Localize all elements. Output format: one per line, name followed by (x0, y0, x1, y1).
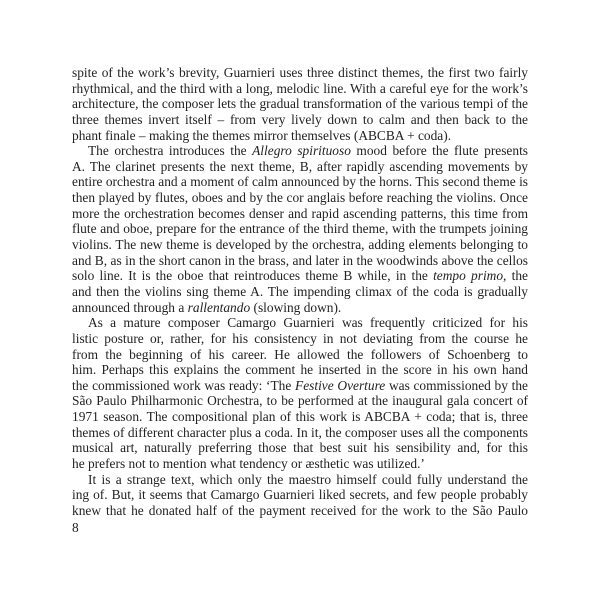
text-run: from the beginning of his career. He allowed the followers of Schoenberg to (72, 346, 528, 362)
text-run: spite of the work’s brevity, Guarnieri uses three distinct themes, the first two fairly (72, 65, 528, 80)
text-run: and B, as in the short canon in the brass, and later in the woodwinds above the cellos (72, 252, 528, 268)
text-line (72, 65, 528, 81)
text-run: As a mature composer Camargo Guarnieri was frequently criticized for his (88, 315, 528, 331)
paragraph (72, 143, 528, 315)
text-run: phant finale – making the themes mirror themselves (ABCBA + coda). (72, 127, 452, 143)
text-line (72, 440, 528, 456)
text-run: ing of. But, it seems that Camargo Guarnieri liked secrets, and few people probably (72, 487, 528, 503)
text-line (72, 503, 528, 519)
text-line (72, 159, 528, 175)
text-run: he prefers not to mention what tendency or æsthetic was utilized.’ (72, 456, 425, 472)
italic-text: Festive Overture (295, 377, 386, 393)
italic-text: Allegro spirituoso (252, 143, 351, 159)
text-line (72, 206, 528, 222)
text-run: knew that he donated half of the payment received for the work to the São Paulo (72, 502, 528, 518)
paragraph (72, 65, 528, 143)
text-run: flute and oboe, prepare for the entrance of the third theme, with the trumpets joining (72, 221, 528, 237)
text-line (72, 81, 528, 97)
italic-text: rallentando (187, 299, 251, 315)
text-line (72, 174, 528, 190)
document-body (72, 65, 528, 519)
text-line (72, 221, 528, 237)
text-line (72, 347, 528, 363)
text-run: violins. The new theme is developed by the orchestra, adding elements belonging to (72, 237, 528, 253)
text-run: themes of different character plus a coda. In it, the composer uses all the components (72, 424, 528, 440)
text-run: , the (503, 268, 528, 284)
text-run: (slowing down). (250, 299, 342, 315)
text-line (72, 253, 528, 269)
text-run: mood before the flute presents (356, 143, 528, 159)
text-line (72, 425, 528, 441)
text-line (72, 300, 528, 316)
text-run: three themes invert itself – from very lively down to calm and then back to the (72, 111, 528, 127)
text-run: and then the violins sing theme A. The impending climax of the coda is gradually (72, 283, 528, 299)
text-line (72, 128, 528, 144)
text-run: announced through a (72, 299, 188, 315)
text-run: The orchestra introduces the (88, 143, 253, 159)
text-line (72, 409, 528, 425)
text-line (72, 393, 528, 409)
paragraph (72, 472, 528, 519)
text-line (72, 190, 528, 206)
text-run: entire orchestra and a moment of calm announced by the horns. This second theme is (72, 174, 528, 190)
text-line (72, 378, 528, 394)
text-line (72, 487, 528, 503)
page-number: 8 (72, 520, 79, 535)
text-line (72, 284, 528, 300)
text-line (72, 112, 528, 128)
text-line (72, 331, 528, 347)
text-run: musical art, naturally preferring those that best suit his sensibility and, for this (72, 440, 528, 456)
text-line (72, 472, 528, 488)
text-run: architecture, the composer lets the gradual transformation of the various tempi of the (72, 96, 528, 112)
text-run: rhythmical, and the third with a long, melodic line. With a careful eye for the work’s (72, 80, 528, 96)
text-run: then played by flutes, oboes and by the cor anglais before reaching the violins. Once (72, 190, 528, 206)
text-run: more the orchestration becomes denser and rapid ascending patterns, this time from (72, 205, 528, 221)
paragraph (72, 315, 528, 471)
text-run: It is a strange text, which only the maestro himself could fully understand the (88, 471, 528, 487)
text-line (72, 143, 528, 159)
text-run: solo line. It is the oboe that reintroduces theme B while, in the (72, 268, 434, 284)
text-run: A. The clarinet presents the next theme, B, after rapidly ascending movements by (72, 158, 528, 174)
text-line (72, 96, 528, 112)
italic-text: tempo primo (433, 268, 504, 284)
text-line (72, 237, 528, 253)
text-run: was commissioned by the (385, 377, 528, 393)
text-run: the commissioned work was ready: ‘The (72, 377, 296, 393)
text-line (72, 268, 528, 284)
text-run: São Paulo Philharmonic Orchestra, to be performed at the inaugural gala concert of (72, 393, 528, 409)
text-line (72, 315, 528, 331)
text-run: 1971 season. The compositional plan of this work is ABCBA + coda; that is, three (72, 409, 528, 425)
text-line (72, 362, 528, 378)
text-line (72, 456, 528, 472)
text-run: him. Perhaps this explains the comment he inserted in the score in his own hand (72, 362, 528, 378)
text-run: listic posture or, rather, for his consistency in not deviating from the course he (72, 330, 528, 346)
